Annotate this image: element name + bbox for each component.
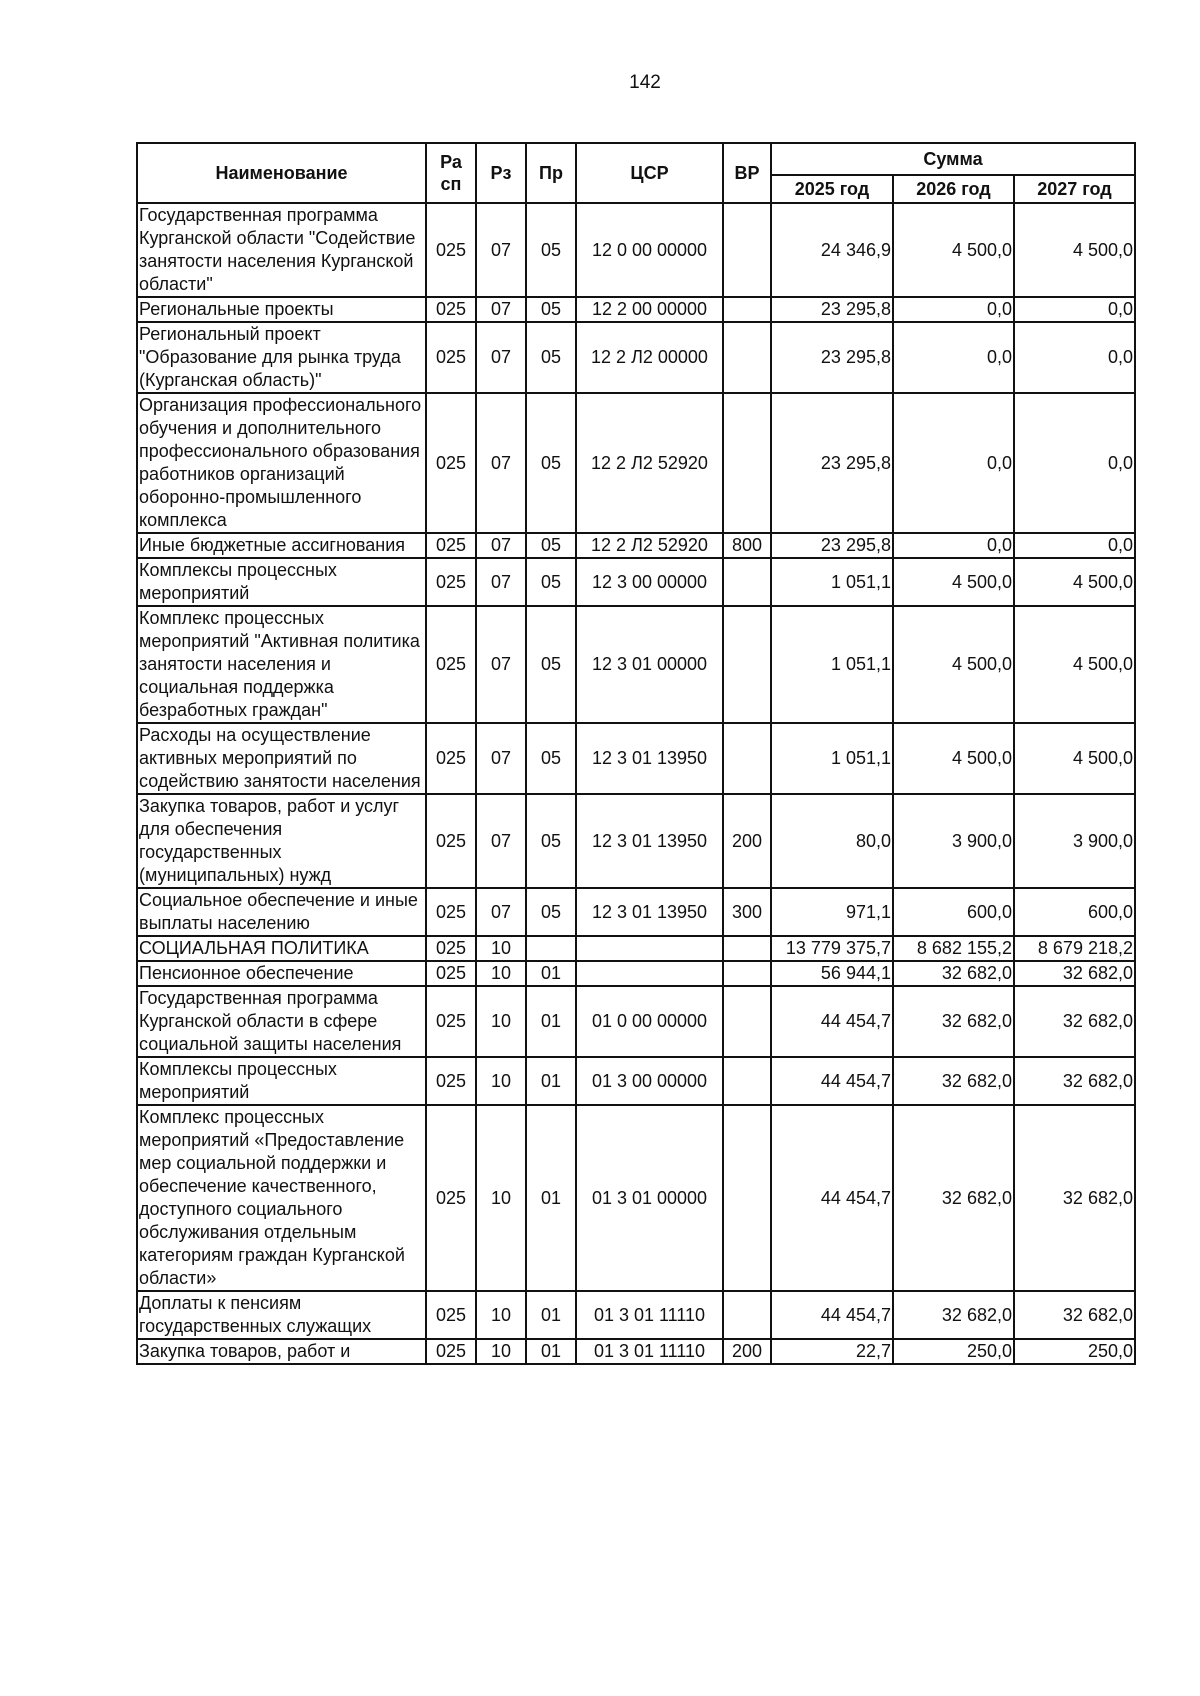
cell-csr: 12 2 Л2 00000 xyxy=(576,322,723,393)
cell-name: Комплексы процессных мероприятий xyxy=(137,558,426,606)
cell-2026: 4 500,0 xyxy=(893,723,1014,794)
cell-2025: 23 295,8 xyxy=(771,322,893,393)
cell-rasp: 025 xyxy=(426,606,476,723)
header-2026: 2026 год xyxy=(893,175,1014,203)
cell-vr: 200 xyxy=(723,1339,771,1364)
cell-csr: 01 3 01 11110 xyxy=(576,1291,723,1339)
cell-rasp: 025 xyxy=(426,794,476,888)
cell-rasp: 025 xyxy=(426,986,476,1057)
cell-2027: 0,0 xyxy=(1014,533,1135,558)
cell-2026: 0,0 xyxy=(893,533,1014,558)
cell-rz: 07 xyxy=(476,533,526,558)
cell-pr xyxy=(526,936,576,961)
page-number: 142 xyxy=(629,72,661,93)
cell-name: Комплексы процессных мероприятий xyxy=(137,1057,426,1105)
cell-2026: 32 682,0 xyxy=(893,1057,1014,1105)
table-row xyxy=(137,888,1135,936)
table-row xyxy=(137,533,1135,558)
cell-rasp: 025 xyxy=(426,297,476,322)
cell-rz: 07 xyxy=(476,606,526,723)
cell-rz: 07 xyxy=(476,888,526,936)
cell-2027: 4 500,0 xyxy=(1014,606,1135,723)
cell-rasp: 025 xyxy=(426,203,476,297)
table-row xyxy=(137,1105,1135,1291)
table-row xyxy=(137,322,1135,393)
cell-vr xyxy=(723,1291,771,1339)
cell-csr xyxy=(576,961,723,986)
cell-rz: 07 xyxy=(476,723,526,794)
cell-vr: 300 xyxy=(723,888,771,936)
cell-name: Государственная программа Курганской области "Содействие занятости населения Курганской области" xyxy=(137,203,426,297)
cell-rasp: 025 xyxy=(426,1291,476,1339)
cell-pr: 01 xyxy=(526,1291,576,1339)
cell-name: Региональный проект "Образование для рынка труда (Курганская область)" xyxy=(137,322,426,393)
cell-2027: 32 682,0 xyxy=(1014,1105,1135,1291)
cell-2026: 0,0 xyxy=(893,393,1014,533)
cell-pr: 01 xyxy=(526,1105,576,1291)
cell-2027: 0,0 xyxy=(1014,393,1135,533)
cell-pr: 05 xyxy=(526,794,576,888)
table-row xyxy=(137,203,1135,297)
table-row xyxy=(137,1339,1135,1364)
cell-vr xyxy=(723,936,771,961)
cell-name: Расходы на осуществление активных мероприятий по содействию занятости населения xyxy=(137,723,426,794)
cell-name: Доплаты к пенсиям государственных служащих xyxy=(137,1291,426,1339)
header-2025: 2025 год xyxy=(771,175,893,203)
cell-rasp: 025 xyxy=(426,1057,476,1105)
cell-rz: 07 xyxy=(476,393,526,533)
cell-2027: 250,0 xyxy=(1014,1339,1135,1364)
cell-name: СОЦИАЛЬНАЯ ПОЛИТИКА xyxy=(137,936,426,961)
cell-2026: 8 682 155,2 xyxy=(893,936,1014,961)
cell-csr: 12 0 00 00000 xyxy=(576,203,723,297)
cell-rz: 07 xyxy=(476,322,526,393)
table-row xyxy=(137,558,1135,606)
cell-2026: 0,0 xyxy=(893,322,1014,393)
cell-rz: 10 xyxy=(476,1105,526,1291)
header-rz: Рз xyxy=(476,143,526,203)
table-row xyxy=(137,986,1135,1057)
cell-name: Комплекс процессных мероприятий «Предоставление мер социальной поддержки и обеспечение качественного, доступного социального обслуживания отдельным категориям граждан Курганской области» xyxy=(137,1105,426,1291)
cell-2025: 23 295,8 xyxy=(771,297,893,322)
cell-name: Пенсионное обеспечение xyxy=(137,961,426,986)
table-body xyxy=(137,203,1135,1364)
cell-csr: 12 3 01 13950 xyxy=(576,888,723,936)
cell-rz: 10 xyxy=(476,986,526,1057)
cell-rz: 07 xyxy=(476,794,526,888)
cell-csr: 01 3 01 11110 xyxy=(576,1339,723,1364)
cell-2027: 32 682,0 xyxy=(1014,986,1135,1057)
header-vr: ВР xyxy=(723,143,771,203)
cell-pr: 05 xyxy=(526,723,576,794)
cell-2026: 32 682,0 xyxy=(893,1105,1014,1291)
cell-csr: 01 3 01 00000 xyxy=(576,1105,723,1291)
table-row xyxy=(137,936,1135,961)
cell-vr: 800 xyxy=(723,533,771,558)
header-name: Наименование xyxy=(137,143,426,203)
cell-rasp: 025 xyxy=(426,558,476,606)
table-row xyxy=(137,794,1135,888)
header-sum: Сумма xyxy=(771,143,1135,175)
cell-2027: 0,0 xyxy=(1014,297,1135,322)
cell-vr xyxy=(723,297,771,322)
cell-2027: 0,0 xyxy=(1014,322,1135,393)
cell-2027: 32 682,0 xyxy=(1014,1057,1135,1105)
cell-name: Региональные проекты xyxy=(137,297,426,322)
cell-2025: 1 051,1 xyxy=(771,558,893,606)
cell-pr: 05 xyxy=(526,297,576,322)
table-row xyxy=(137,297,1135,322)
header-pr: Пр xyxy=(526,143,576,203)
cell-name: Комплекс процессных мероприятий "Активная политика занятости населения и социальная поддержка безработных граждан" xyxy=(137,606,426,723)
cell-name: Социальное обеспечение и иные выплаты населению xyxy=(137,888,426,936)
cell-2026: 4 500,0 xyxy=(893,558,1014,606)
cell-pr: 05 xyxy=(526,203,576,297)
header-csr: ЦСР xyxy=(576,143,723,203)
cell-vr xyxy=(723,1105,771,1291)
header-rasp-line2: сп xyxy=(440,174,462,194)
header-rasp-line1: Ра xyxy=(440,152,462,172)
cell-csr: 01 3 00 00000 xyxy=(576,1057,723,1105)
cell-pr: 05 xyxy=(526,606,576,723)
cell-2026: 0,0 xyxy=(893,297,1014,322)
cell-vr xyxy=(723,203,771,297)
cell-rasp: 025 xyxy=(426,961,476,986)
cell-rz: 07 xyxy=(476,297,526,322)
cell-rasp: 025 xyxy=(426,888,476,936)
header-2027: 2027 год xyxy=(1014,175,1135,203)
cell-2027: 3 900,0 xyxy=(1014,794,1135,888)
cell-2027: 8 679 218,2 xyxy=(1014,936,1135,961)
cell-2026: 3 900,0 xyxy=(893,794,1014,888)
cell-csr: 12 3 00 00000 xyxy=(576,558,723,606)
cell-pr: 01 xyxy=(526,1057,576,1105)
cell-vr xyxy=(723,558,771,606)
cell-2025: 80,0 xyxy=(771,794,893,888)
cell-pr: 01 xyxy=(526,1339,576,1364)
cell-rasp: 025 xyxy=(426,1339,476,1364)
cell-2027: 32 682,0 xyxy=(1014,1291,1135,1339)
cell-2025: 1 051,1 xyxy=(771,723,893,794)
table-row xyxy=(137,1291,1135,1339)
cell-rz: 10 xyxy=(476,1291,526,1339)
cell-2026: 250,0 xyxy=(893,1339,1014,1364)
cell-2026: 32 682,0 xyxy=(893,961,1014,986)
cell-2025: 44 454,7 xyxy=(771,1291,893,1339)
cell-csr xyxy=(576,936,723,961)
cell-2025: 22,7 xyxy=(771,1339,893,1364)
cell-2025: 44 454,7 xyxy=(771,1057,893,1105)
cell-rz: 10 xyxy=(476,936,526,961)
cell-2027: 600,0 xyxy=(1014,888,1135,936)
cell-rz: 07 xyxy=(476,203,526,297)
cell-rz: 10 xyxy=(476,1339,526,1364)
cell-vr xyxy=(723,606,771,723)
cell-csr: 12 2 Л2 52920 xyxy=(576,393,723,533)
cell-csr: 12 2 Л2 52920 xyxy=(576,533,723,558)
cell-rasp: 025 xyxy=(426,533,476,558)
cell-rz: 10 xyxy=(476,961,526,986)
cell-rasp: 025 xyxy=(426,393,476,533)
cell-2025: 13 779 375,7 xyxy=(771,936,893,961)
cell-pr: 05 xyxy=(526,393,576,533)
cell-2027: 4 500,0 xyxy=(1014,723,1135,794)
cell-2026: 32 682,0 xyxy=(893,986,1014,1057)
cell-vr xyxy=(723,322,771,393)
cell-csr: 01 0 00 00000 xyxy=(576,986,723,1057)
budget-table xyxy=(136,142,1136,1365)
cell-2025: 23 295,8 xyxy=(771,393,893,533)
cell-2027: 32 682,0 xyxy=(1014,961,1135,986)
cell-2026: 32 682,0 xyxy=(893,1291,1014,1339)
table-row xyxy=(137,723,1135,794)
cell-vr xyxy=(723,986,771,1057)
cell-pr: 01 xyxy=(526,986,576,1057)
cell-2025: 56 944,1 xyxy=(771,961,893,986)
cell-vr xyxy=(723,723,771,794)
cell-pr: 05 xyxy=(526,322,576,393)
cell-pr: 01 xyxy=(526,961,576,986)
cell-name: Организация профессионального обучения и дополнительного профессионального образования работников организаций оборонно-промышленного комплекса xyxy=(137,393,426,533)
cell-2025: 24 346,9 xyxy=(771,203,893,297)
header-rasp xyxy=(426,143,476,203)
table-row xyxy=(137,393,1135,533)
cell-csr: 12 3 01 00000 xyxy=(576,606,723,723)
cell-rz: 10 xyxy=(476,1057,526,1105)
cell-csr: 12 3 01 13950 xyxy=(576,794,723,888)
cell-vr xyxy=(723,393,771,533)
cell-csr: 12 3 01 13950 xyxy=(576,723,723,794)
cell-pr: 05 xyxy=(526,888,576,936)
table-row xyxy=(137,1057,1135,1105)
cell-vr xyxy=(723,961,771,986)
cell-rasp: 025 xyxy=(426,723,476,794)
cell-rasp: 025 xyxy=(426,1105,476,1291)
cell-2025: 23 295,8 xyxy=(771,533,893,558)
cell-2027: 4 500,0 xyxy=(1014,558,1135,606)
cell-2026: 4 500,0 xyxy=(893,203,1014,297)
table-header xyxy=(137,143,1135,203)
cell-rz: 07 xyxy=(476,558,526,606)
cell-2025: 44 454,7 xyxy=(771,986,893,1057)
cell-rasp: 025 xyxy=(426,322,476,393)
cell-name: Иные бюджетные ассигнования xyxy=(137,533,426,558)
cell-2026: 600,0 xyxy=(893,888,1014,936)
cell-pr: 05 xyxy=(526,558,576,606)
cell-name: Закупка товаров, работ и xyxy=(137,1339,426,1364)
cell-vr xyxy=(723,1057,771,1105)
cell-csr: 12 2 00 00000 xyxy=(576,297,723,322)
cell-2026: 4 500,0 xyxy=(893,606,1014,723)
table-row xyxy=(137,606,1135,723)
cell-2025: 971,1 xyxy=(771,888,893,936)
table-row xyxy=(137,961,1135,986)
cell-name: Государственная программа Курганской области в сфере социальной защиты населения xyxy=(137,986,426,1057)
cell-pr: 05 xyxy=(526,533,576,558)
cell-name: Закупка товаров, работ и услуг для обеспечения государственных (муниципальных) нужд xyxy=(137,794,426,888)
cell-rasp: 025 xyxy=(426,936,476,961)
cell-2025: 44 454,7 xyxy=(771,1105,893,1291)
cell-vr: 200 xyxy=(723,794,771,888)
cell-2027: 4 500,0 xyxy=(1014,203,1135,297)
cell-2025: 1 051,1 xyxy=(771,606,893,723)
